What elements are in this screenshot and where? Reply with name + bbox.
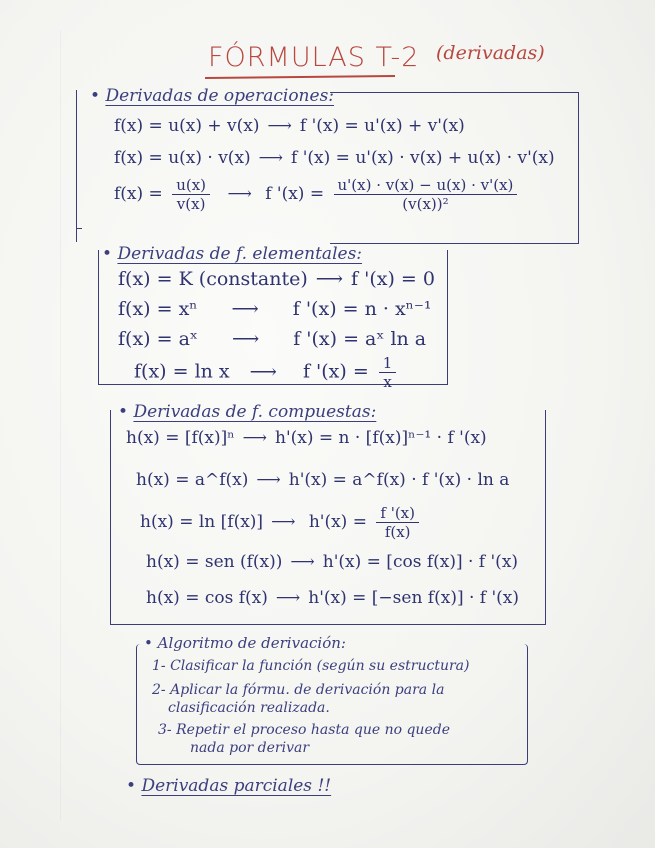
algorithm-step: 1- Clasificar la función (según su estructura) [152, 658, 470, 674]
algorithm-step-continuation: nada por derivar [190, 740, 310, 756]
fraction: $\frac{1}{x}$ [379, 354, 397, 391]
formula-row: h(x) = a^f(x) ⟶ h'(x) = a^f(x) · f '(x) · ln a [136, 470, 510, 490]
section-heading-compuestas: • Derivadas de f. compuestas: [118, 402, 377, 422]
page-title: FÓRMULAS T-2 [208, 42, 420, 73]
fraction: $\frac{u'(x) \cdot v(x) - u(x) \cdot v'(x)}{\text{(v(x))²}}$ [334, 176, 518, 213]
algorithm-step-continuation: clasificación realizada. [168, 700, 330, 716]
algorithm-heading: • Algoritmo de derivación: [144, 634, 346, 652]
section-bracket-foot [76, 228, 82, 229]
formula-row: f(x) = $\frac{u(x)}{v(x)}$ ⟶ f '(x) = $\frac{u'(x) \cdot v(x) - u(x) \cdot v'(x)}{\text{(v(x))²}}$ [114, 176, 521, 213]
title-note: (derivadas) [436, 42, 545, 64]
formula-row: f(x) = xⁿ ⟶ f '(x) = n · xⁿ⁻¹ [118, 298, 432, 320]
formula-row: h(x) = [f(x)]ⁿ ⟶ h'(x) = n · [f(x)]ⁿ⁻¹ · f '(x) [126, 428, 487, 448]
formula-row: f(x) = u(x) · v(x) ⟶ f '(x) = u'(x) · v(x) + u(x) · v'(x) [114, 148, 555, 168]
formula-row: f(x) = u(x) + v(x) ⟶ f '(x) = u'(x) + v'(x) [114, 116, 465, 136]
formula-row: h(x) = ln [f(x)] ⟶ h'(x) = $\frac{f '(x)}{f(x)}$ [140, 504, 423, 541]
formula-row: h(x) = cos f(x) ⟶ h'(x) = [−sen f(x)] · f '(x) [146, 588, 520, 608]
section-heading-elementales: • Derivadas de f. elementales: [102, 244, 363, 264]
page-fold [60, 30, 61, 820]
title-underline [205, 75, 395, 79]
fraction: $\frac{u(x)}{v(x)}$ [172, 176, 210, 213]
formula-row: f(x) = K (constante) ⟶ f '(x) = 0 [118, 268, 435, 290]
footer-note: • Derivadas parciales !! [126, 776, 332, 796]
section-heading-operaciones: • Derivadas de operaciones: [90, 86, 335, 106]
fraction: $\frac{f '(x)}{f(x)}$ [376, 504, 419, 541]
formula-row: f(x) = ln x ⟶ f '(x) = $\frac{1}{x}$ [134, 354, 400, 391]
section-bracket-right [330, 92, 579, 244]
algorithm-step: 2- Aplicar la fórmu. de derivación para la [152, 682, 445, 698]
algorithm-step: 3- Repetir el proceso hasta que no quede [158, 722, 450, 738]
formula-row: h(x) = sen (f(x)) ⟶ h'(x) = [cos f(x)] · f '(x) [146, 552, 519, 572]
formula-row: f(x) = aˣ ⟶ f '(x) = aˣ ln a [118, 328, 427, 350]
